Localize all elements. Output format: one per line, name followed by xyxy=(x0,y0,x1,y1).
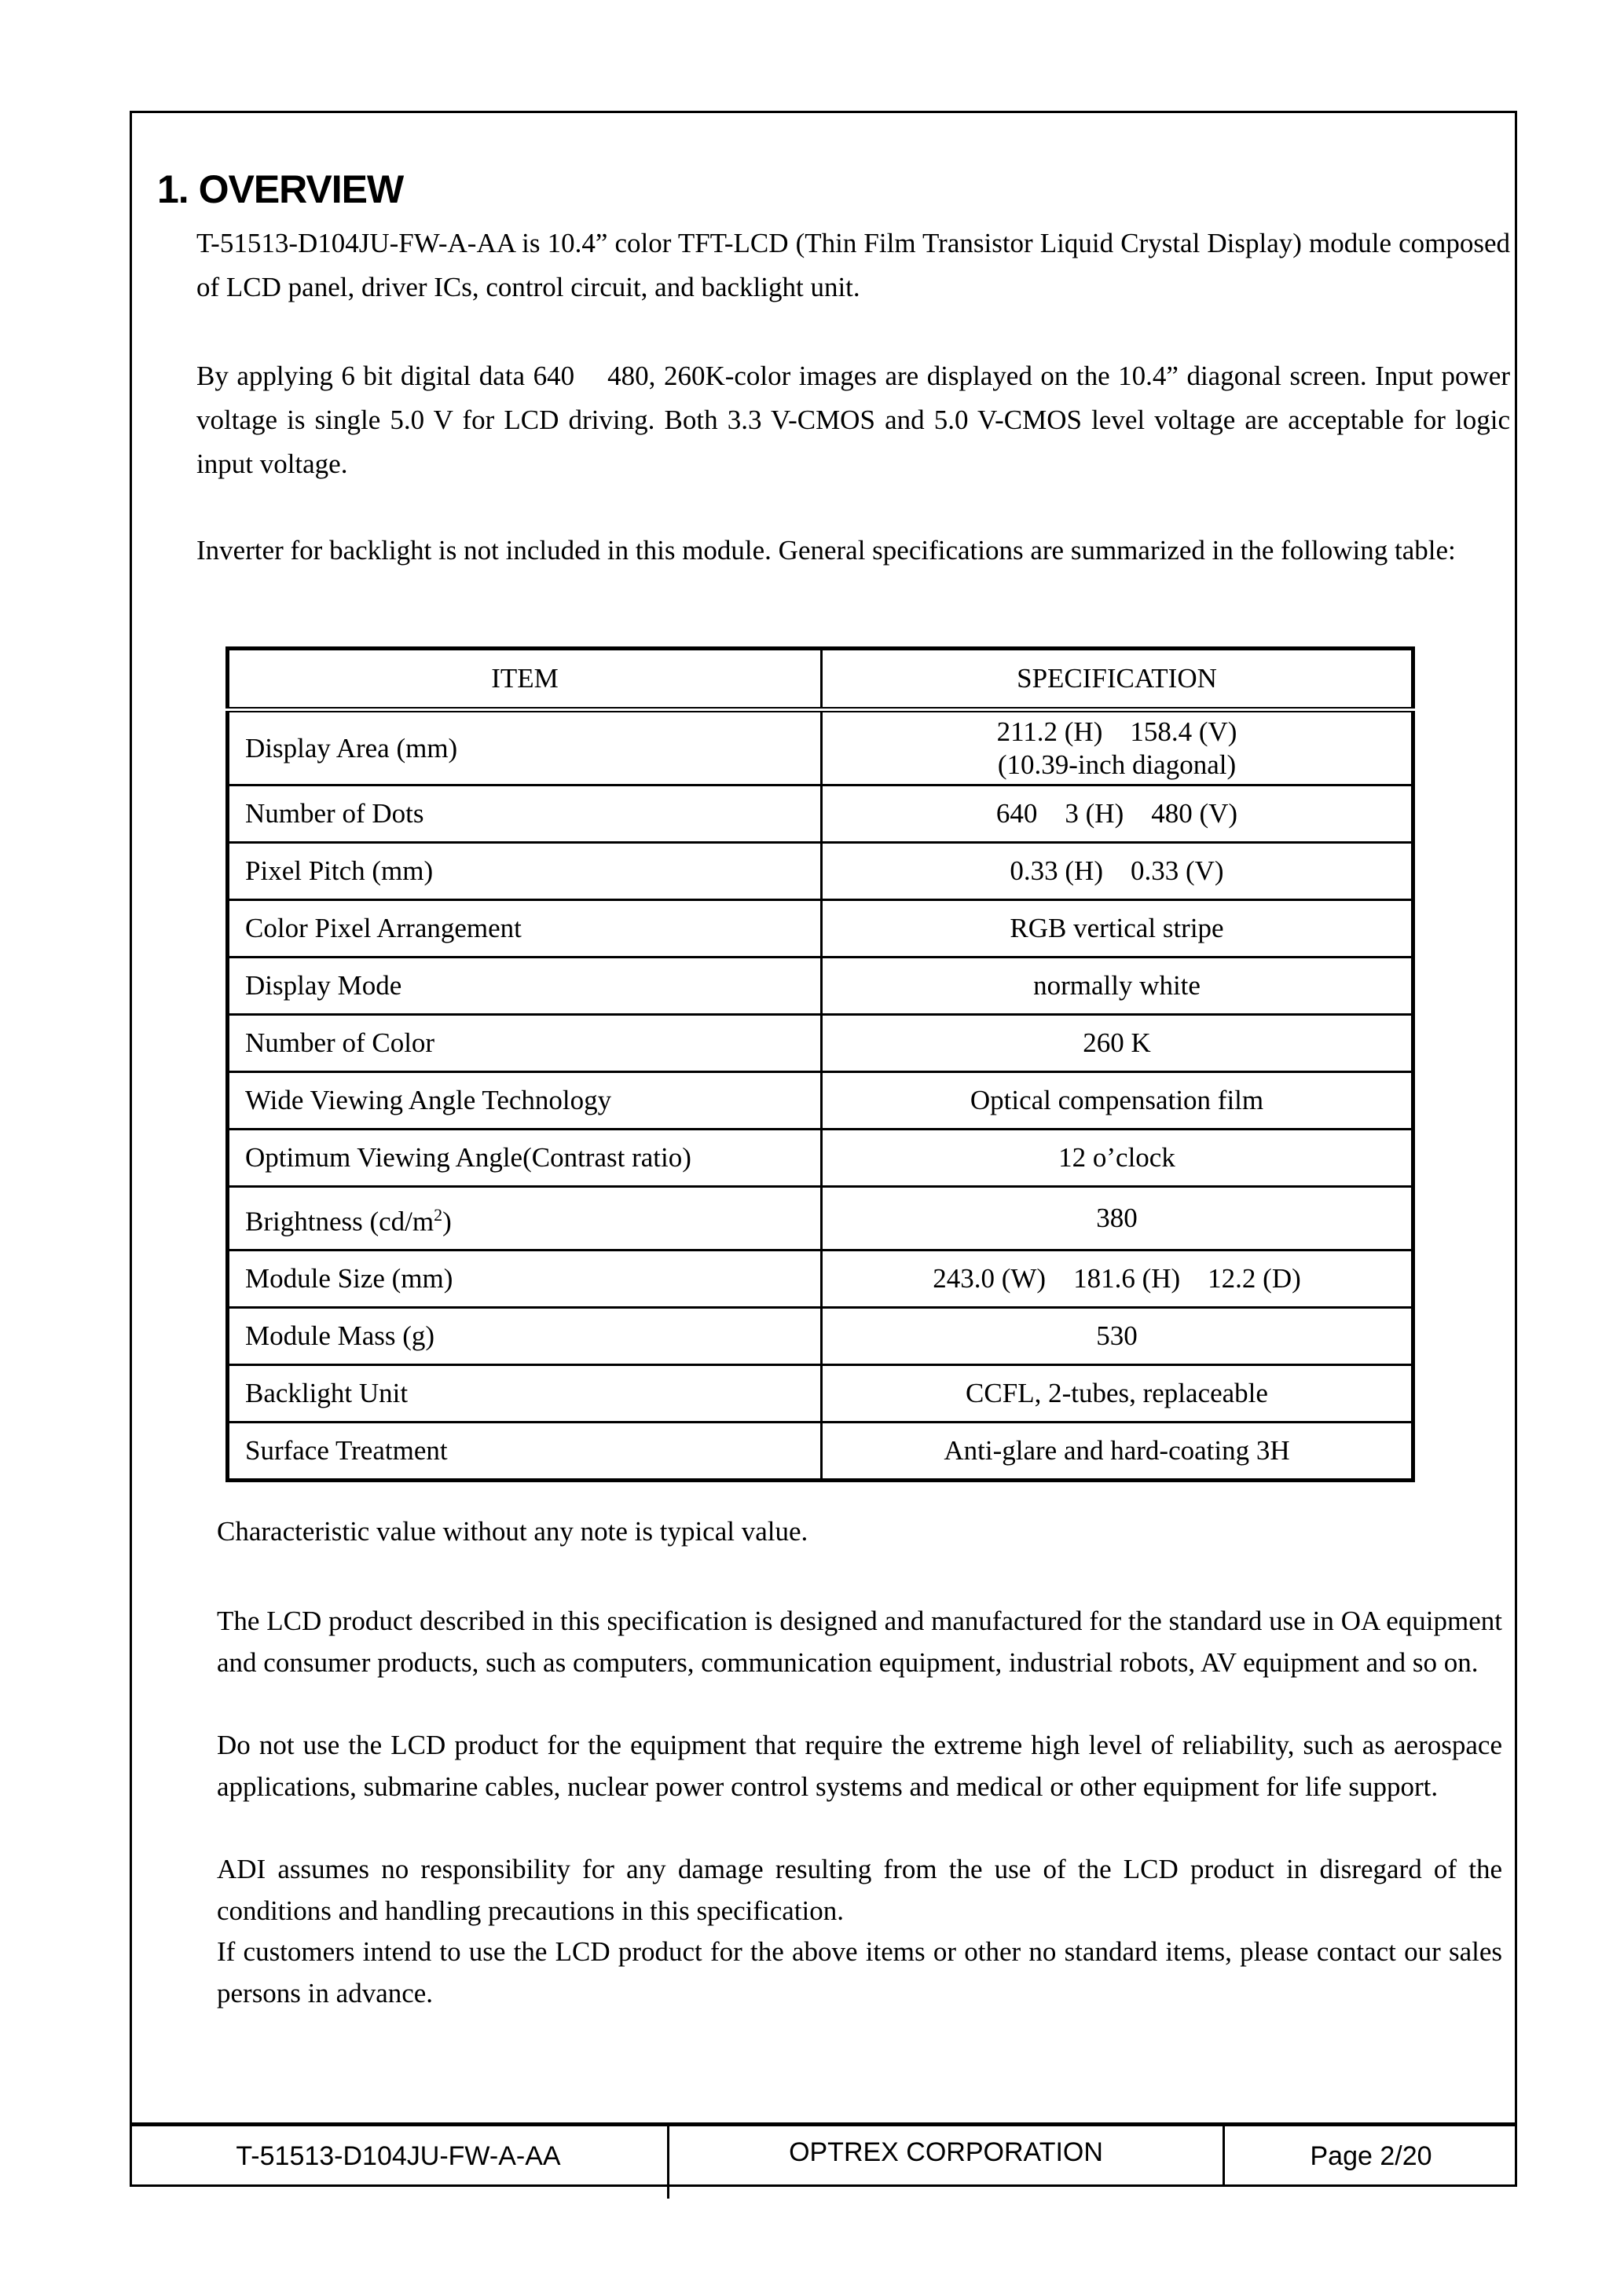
row-item: Module Size (mm) xyxy=(228,1251,822,1308)
spec-table xyxy=(225,646,1415,1482)
table-row xyxy=(228,1365,1413,1423)
header-specification: SPECIFICATION xyxy=(822,649,1413,710)
row-spec: 0.33 (H) 0.33 (V) xyxy=(822,843,1413,900)
table-row xyxy=(228,710,1413,785)
row-item: Surface Treatment xyxy=(228,1423,822,1481)
row-spec: 211.2 (H) 158.4 (V) (10.39-inch diagonal) xyxy=(822,710,1413,785)
table-row xyxy=(228,843,1413,900)
row-spec: 640 3 (H) 480 (V) xyxy=(822,785,1413,843)
page-footer xyxy=(130,2122,1517,2187)
row-item xyxy=(228,1187,822,1251)
table-row xyxy=(228,785,1413,843)
row-item: Wide Viewing Angle Technology xyxy=(228,1072,822,1130)
table-header-row xyxy=(228,649,1413,710)
table-row xyxy=(228,900,1413,958)
table-row xyxy=(228,1187,1413,1251)
row-item: Display Mode xyxy=(228,958,822,1015)
footer-company: OPTREX CORPORATION xyxy=(789,2137,1103,2167)
row-spec: normally white xyxy=(822,958,1413,1015)
row-spec: 380 xyxy=(822,1187,1413,1251)
overview-paragraph-1: T-51513-D104JU-FW-A-AA is 10.4” color TFT-LCD (Thin Film Transistor Liquid Crystal Display) module composed of LCD panel, driver ICs, control circuit, and backlight unit. xyxy=(196,228,1517,302)
row-spec: Optical compensation film xyxy=(822,1072,1413,1130)
overview-paragraph-2: By applying 6 bit digital data 640 480, 260K-color images are displayed on the 10.4” diagonal screen. Input power voltage is single 5.0 V for LCD driving. Both 3.3 V-CMOS and 5.0 V-CMOS level voltage are acceptable for logic input voltage. xyxy=(196,361,1517,479)
row-spec: 243.0 (W) 181.6 (H) 12.2 (D) xyxy=(822,1251,1413,1308)
row-spec: CCFL, 2-tubes, replaceable xyxy=(822,1365,1413,1423)
disclaimer-paragraph-1: The LCD product described in this specification is designed and manufactured for the standard use in OA equipment and consumer products, such as computers, communication equipment, industrial robots, AV equipment and so on. xyxy=(217,1606,1509,1678)
row-item: Number of Color xyxy=(228,1015,822,1072)
disclaimer-paragraph-4: If customers intend to use the LCD product for the above items or other no standard items, please contact our sales persons in advance. xyxy=(217,1936,1509,2009)
row-item: Backlight Unit xyxy=(228,1365,822,1423)
footer-model: T-51513-D104JU-FW-A-AA xyxy=(236,2141,561,2171)
disclaimer-paragraph-3: ADI assumes no responsibility for any damage resulting from the use of the LCD product in disregard of the conditions and handling precautions in this specification. xyxy=(217,1854,1509,1926)
table-row xyxy=(228,1130,1413,1187)
row-spec: RGB vertical stripe xyxy=(822,900,1413,958)
table-row xyxy=(228,1072,1413,1130)
row-item: Number of Dots xyxy=(228,785,822,843)
row-spec: Anti-glare and hard-coating 3H xyxy=(822,1423,1413,1481)
row-item: Display Area (mm) xyxy=(228,710,822,785)
row-item: Module Mass (g) xyxy=(228,1308,822,1365)
header-item: ITEM xyxy=(228,649,822,710)
row-spec: 260 K xyxy=(822,1015,1413,1072)
footer-page-number: Page 2/20 xyxy=(1310,2141,1432,2171)
row-spec: 12 o’clock xyxy=(822,1130,1413,1187)
table-row xyxy=(228,1015,1413,1072)
row-item-end: ) xyxy=(442,1206,452,1237)
table-row xyxy=(228,1308,1413,1365)
disclaimer-paragraph-2: Do not use the LCD product for the equipment that require the extreme high level of reliability, such as aerospace applications, submarine cables, nuclear power control systems and medical or other equipment for life support. xyxy=(217,1730,1509,1802)
row-spec: 530 xyxy=(822,1308,1413,1365)
table-row xyxy=(228,958,1413,1015)
row-item: Pixel Pitch (mm) xyxy=(228,843,822,900)
table-row xyxy=(228,1423,1413,1481)
row-item-text: Brightness (cd/m xyxy=(245,1206,434,1237)
section-heading: 1. OVERVIEW xyxy=(157,167,404,211)
table-note: Characteristic value without any note is typical value. xyxy=(217,1516,808,1547)
superscript: 2 xyxy=(434,1204,443,1225)
row-item: Color Pixel Arrangement xyxy=(228,900,822,958)
row-item: Optimum Viewing Angle(Contrast ratio) xyxy=(228,1130,822,1187)
table-row xyxy=(228,1251,1413,1308)
overview-paragraph-3: Inverter for backlight is not included in this module. General specifications are summarized in the following table: xyxy=(196,535,1456,566)
